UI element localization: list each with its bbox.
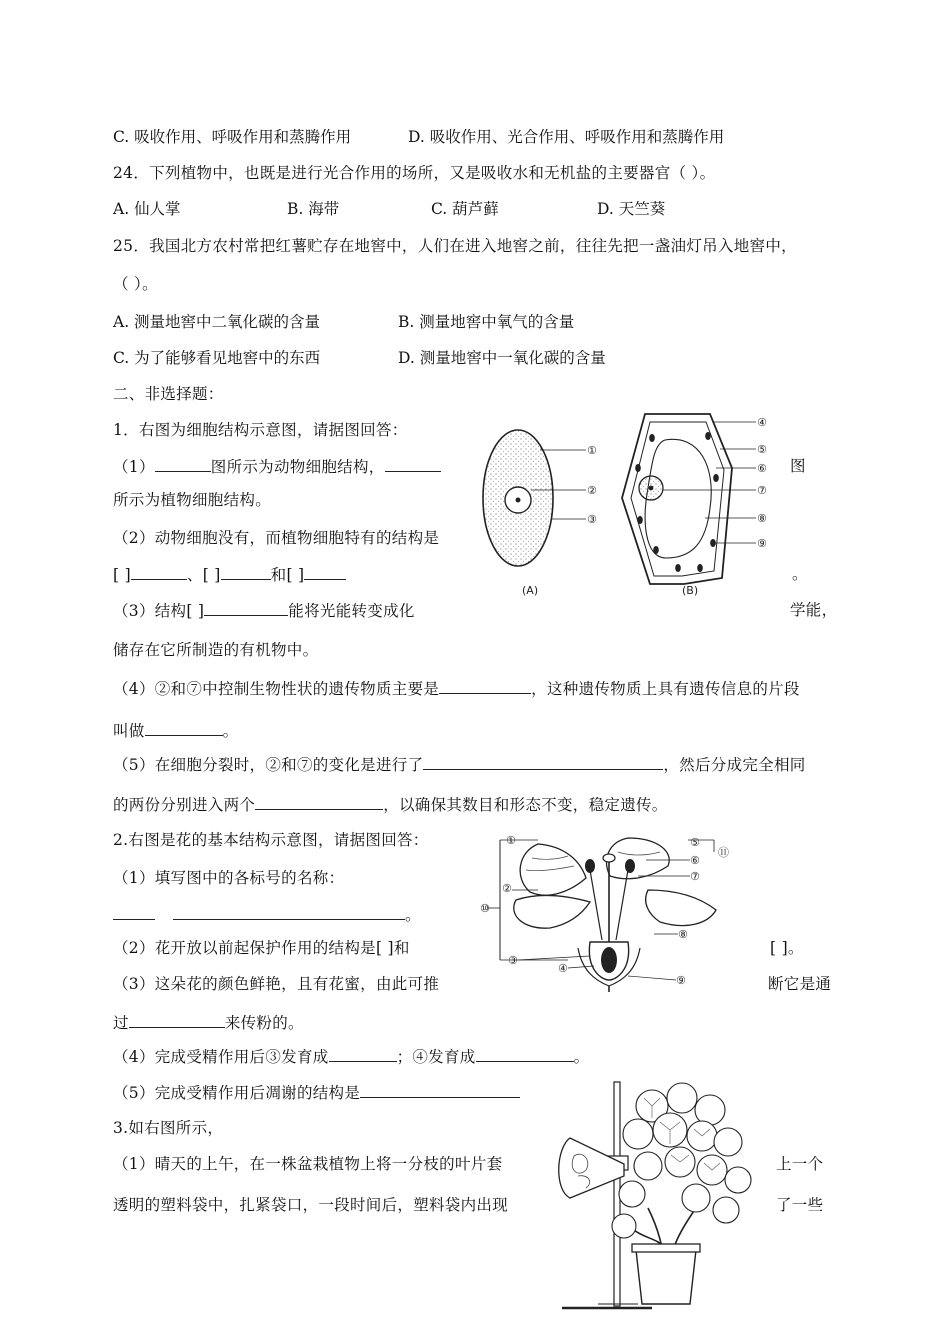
p3-2-end: 了一些 [776,1196,824,1214]
option-25c: C. 为了能够看见地窖中的东西 [113,349,321,367]
option-24d: D. 天竺葵 [597,200,666,218]
cell-label-7: ⑦ [757,484,767,497]
cell-label-9: ⑨ [757,537,767,550]
p1-3-line: （3）结构[ ] 能将光能转变成化 [113,602,415,620]
p2-2-line: （2）花开放以前起保护作用的结构是[ ]和 [113,939,410,957]
flower-label-4: ④ [558,962,568,975]
p2-5-line: （5）完成受精作用后凋谢的结构是 [113,1082,520,1103]
p1-3-end: 学能， [790,601,838,619]
flower-label-9: ⑨ [676,974,686,987]
caption-a: (A) [522,584,539,597]
option-23d: D. 吸收作用、光合作用、呼吸作用和蒸腾作用 [408,128,725,146]
problem-2-title: 2.右图是花的基本结构示意图，请据图回答： [113,831,429,849]
flower-label-1: ① [506,834,516,847]
p1-5-line: （5）在细胞分裂时，②和⑦的变化是进行了 ，然后分成完全相同 [113,756,806,774]
option-24b: B. 海带 [287,200,340,218]
p3-2-line: 透明的塑料袋中，扎紧袋口，一段时间后，塑料袋内出现 [113,1196,509,1214]
option-23c: C. 吸收作用、呼吸作用和蒸腾作用 [113,128,352,146]
option-24a: A. 仙人掌 [113,200,181,218]
p1-1-end: 图 [790,457,806,475]
p1-2-line: （2）动物细胞没有，而植物细胞特有的结构是 [113,529,440,547]
flower-structure-figure [478,830,768,992]
cell-label-2: ② [587,484,597,497]
option-25b: B. 测量地窖中氧气的含量 [398,313,575,331]
flower-pot [636,1250,696,1304]
cell-label-5: ⑤ [757,443,767,456]
flower-label-6: ⑥ [690,854,700,867]
cell-label-8: ⑧ [757,512,767,525]
question-25-blank: （ ）。 [113,275,158,293]
flower-label-7: ⑦ [690,870,700,883]
cell-label-3: ③ [587,513,597,526]
caption-b: (B) [682,584,699,597]
problem-1-title: 1．右图为细胞结构示意图，请据图回答： [113,421,408,439]
flower-label-2: ② [502,882,512,895]
cell-label-1: ① [587,444,597,457]
p1-5-cont: 的两份分别进入两个 ，以确保其数目和形态不变，稳定遗传。 [113,796,668,814]
potted-plant-figure [548,1078,766,1318]
flower-label-11: ⑪ [718,846,729,859]
option-25d: D. 测量地窖中一氧化碳的含量 [398,349,606,367]
p2-3-cont: 过 来传粉的。 [113,1014,304,1032]
p1-4-cont: 叫做 。 [113,722,239,740]
petal-lower-left [514,896,590,929]
section-2-title: 二、非选择题： [113,385,224,403]
problem-3-title: 3.如右图所示， [113,1119,224,1137]
flower-label-3: ③ [508,954,518,967]
question-24: 24．下列植物中，也既是进行光合作用的场所，又是吸收水和无机盐的主要器官（ ）。 [113,164,716,182]
option-25a: A. 测量地窖中二氧化碳的含量 [113,313,321,331]
p1-2-blanks: [ ] 、[ ] 和[ ] [113,564,346,585]
p1-1-line: （1） 图所示为动物细胞结构， [113,456,441,477]
p2-4-line: （4）完成受精作用后③发育成 ；④发育成 。 [113,1048,590,1066]
cell-structure-figure [470,408,785,600]
p2-3-end: 断它是通 [768,975,832,993]
flower-label-10: ⑩ [480,902,490,915]
cell-label-4: ④ [757,416,767,429]
petal-right [607,838,670,879]
p1-3-cont: 储存在它所制造的有机物中。 [113,641,319,659]
p3-1-line: （1）晴天的上午，在一株盆栽植物上将一分枝的叶片套 [113,1155,503,1173]
p3-1-end: 上一个 [776,1155,824,1173]
p2-1-line: （1）填写图中的各标号的名称： [113,869,345,887]
petal-lower-right [646,890,716,926]
p1-2-end: 。 [792,565,808,583]
cell-label-6: ⑥ [757,462,767,475]
question-25: 25．我国北方农村常把红薯贮存在地窖中，人们在进入地窖之前，往往先把一盏油灯吊入地窖中， [113,237,797,255]
flower-label-8: ⑧ [678,928,688,941]
p1-4-line: （4）②和⑦中控制生物性状的遗传物质主要是 ，这种遗传物质上具有遗传信息的片段 [113,680,800,698]
p2-1-blanks: 。 [113,904,421,925]
option-24c: C. 葫芦藓 [431,200,499,218]
p2-3-line: （3）这朵花的颜色鲜艳，且有花蜜，由此可推 [113,975,440,993]
p1-1-cont: 所示为植物细胞结构。 [113,491,272,509]
flower-label-5: ⑤ [690,836,700,849]
p2-2-end: [ ]。 [770,939,804,957]
